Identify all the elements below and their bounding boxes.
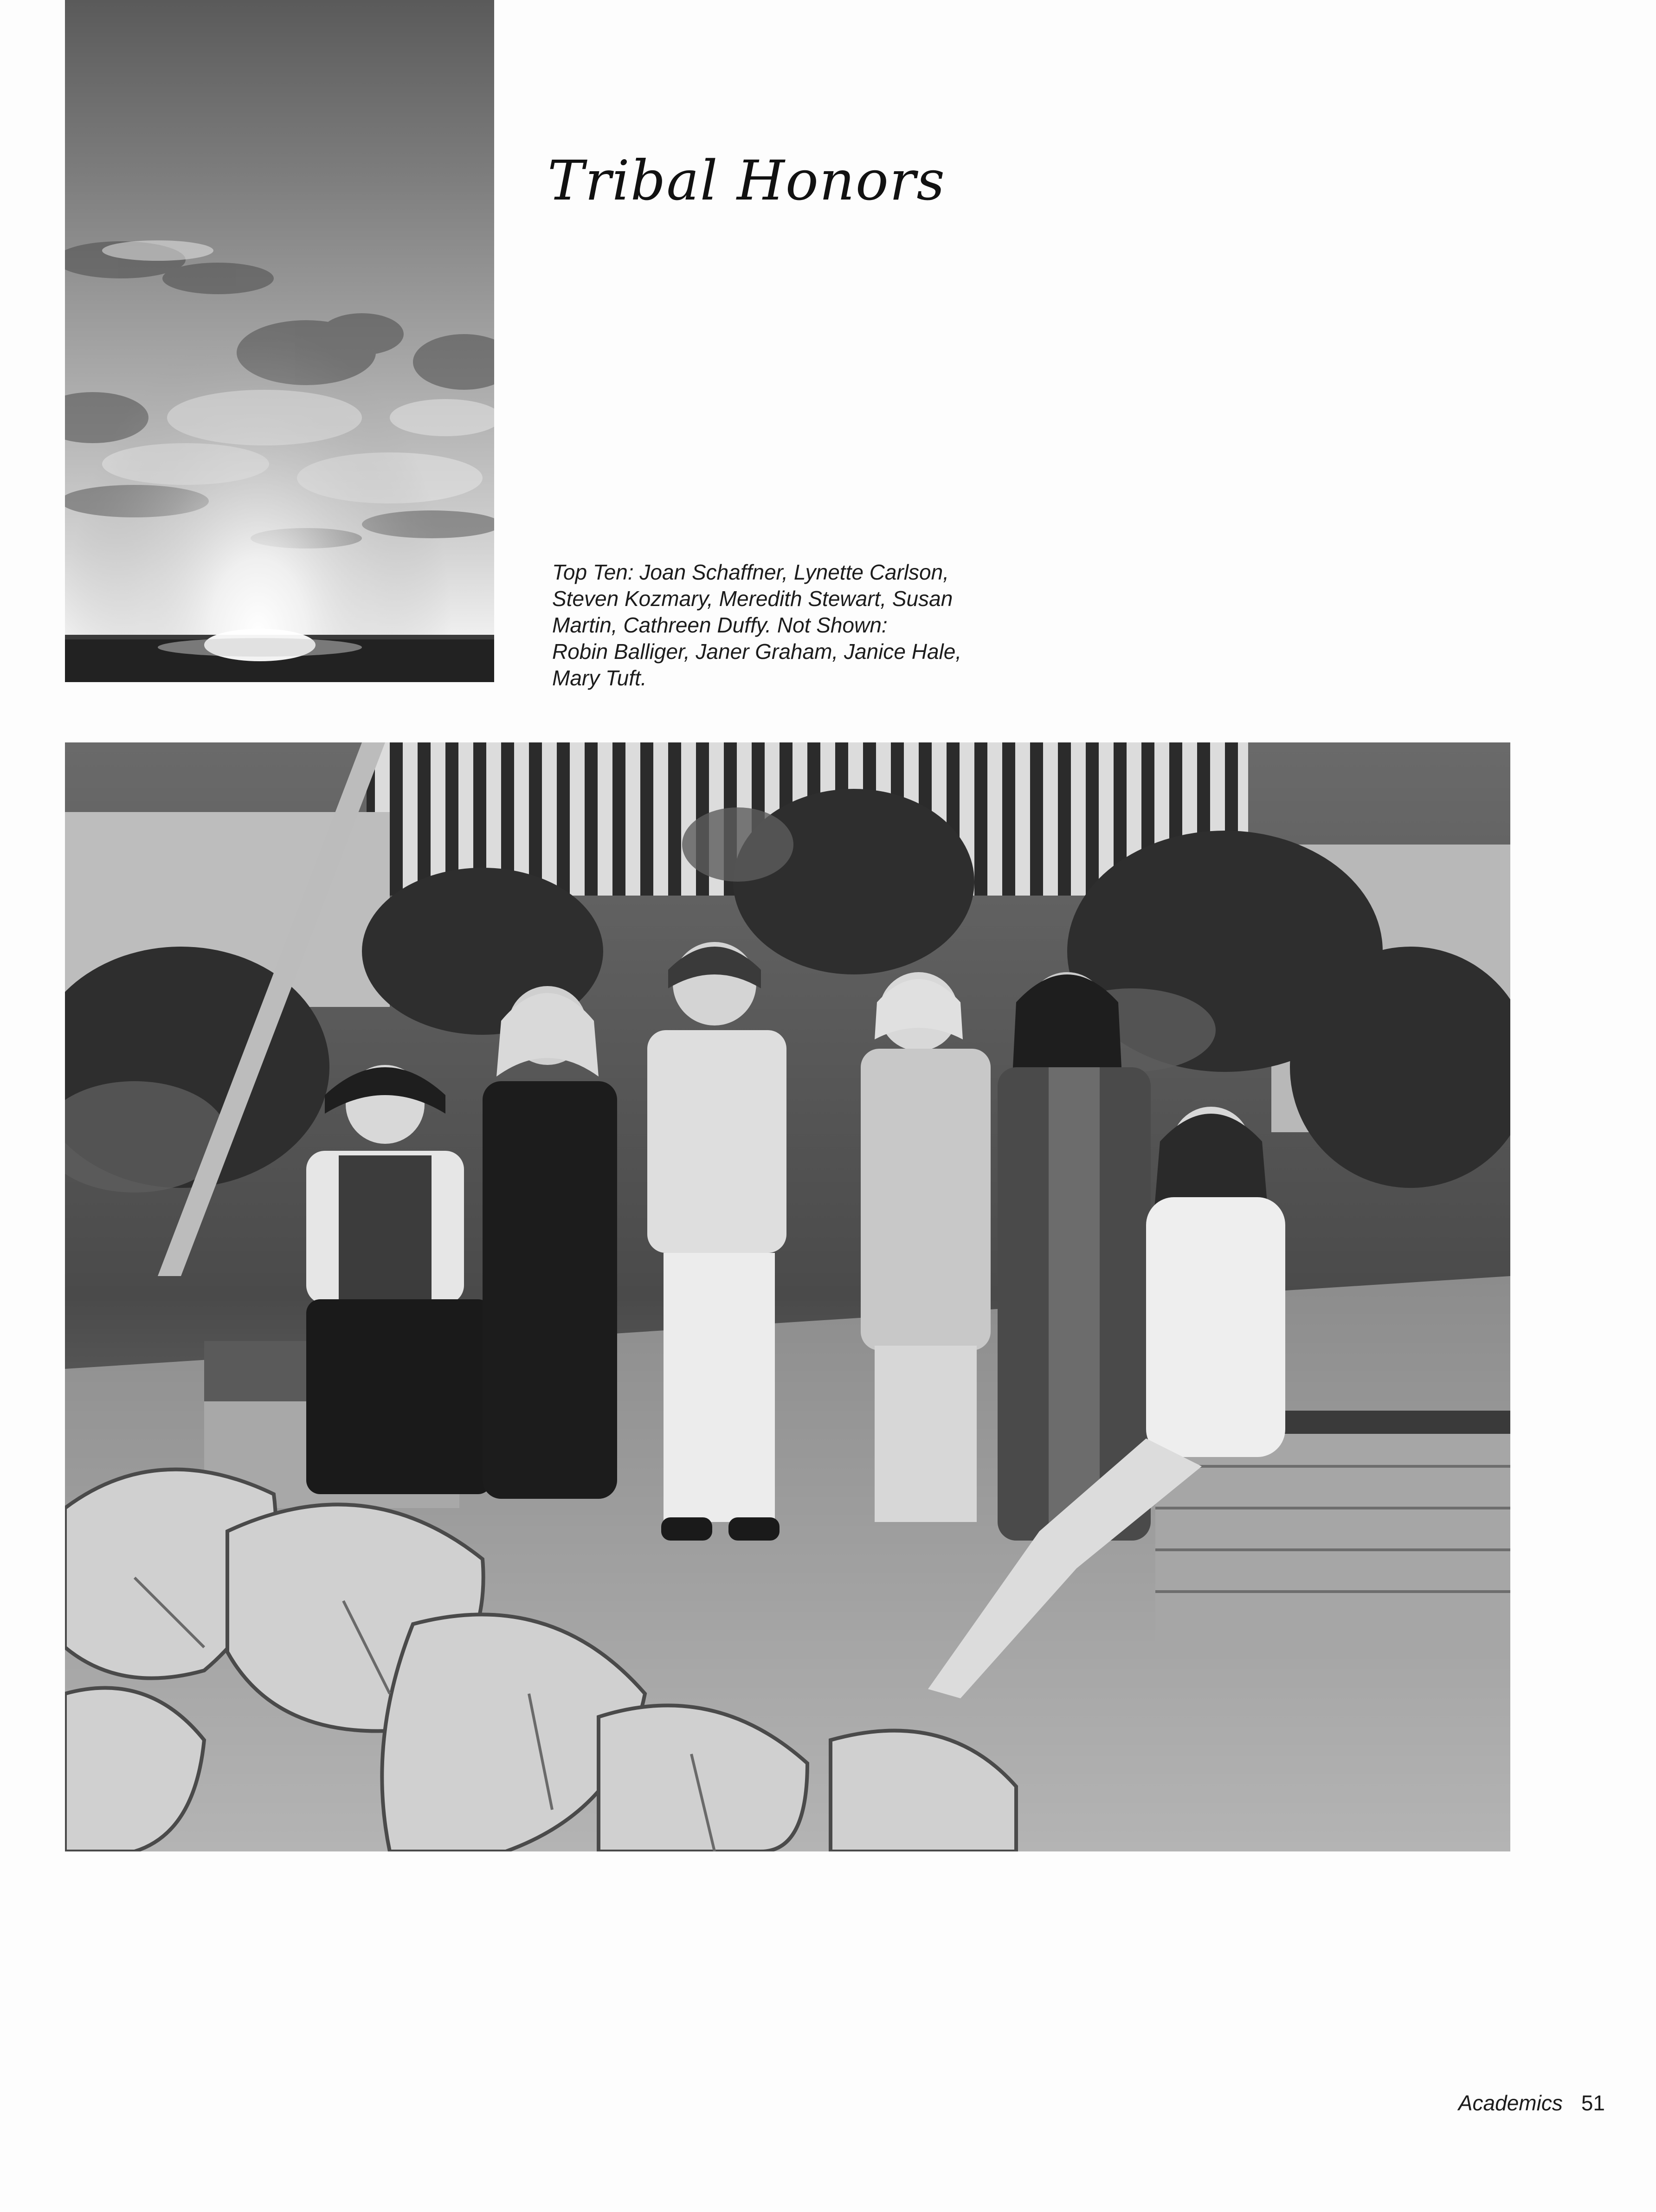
caption-line: Martin, Cathreen Duffy. Not Shown: [552,613,888,637]
sunset-sky-photo [65,0,494,682]
photo-caption [552,559,1016,691]
caption-line: Steven Kozmary, Meredith Stewart, Susan [552,587,953,611]
page-number: 51 [1581,2091,1605,2115]
caption-line: Robin Balliger, Janer Graham, Janice Hale, [552,639,962,664]
page-footer [1458,2090,1605,2115]
caption-line: Top Ten: Joan Schaffner, Lynette Carlson, [552,560,949,584]
group-photo [65,742,1510,1851]
page-title: Tribal Honors [548,148,946,213]
caption-line: Mary Tuft. [552,666,647,690]
section-label: Academics [1458,2091,1563,2115]
